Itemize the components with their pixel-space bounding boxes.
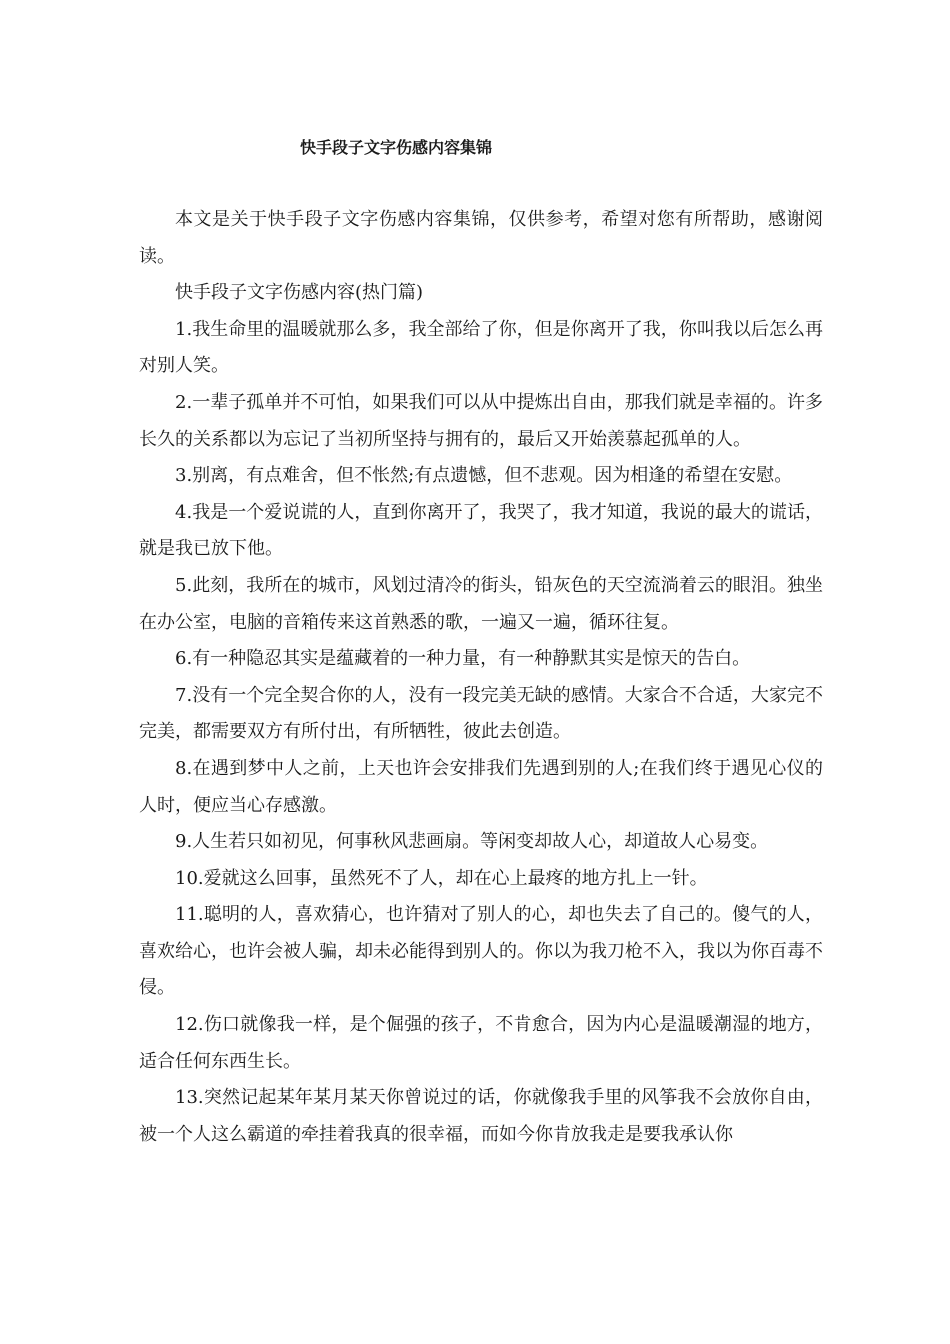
list-item: 3.别离，有点难舍，但不怅然;有点遗憾，但不悲观。因为相逢的希望在安慰。 xyxy=(175,465,793,487)
list-item: 2.一辈子孤单并不可怕，如果我们可以从中提炼出自由，那我们就是幸福的。许多长久的关系都以为忘记了当初所坚持与拥有的，最后又开始羡慕起孤单的人。 xyxy=(139,391,823,450)
list-item: 6.有一种隐忍其实是蕴藏着的一种力量，有一种静默其实是惊天的告白。 xyxy=(175,648,751,670)
list-item: 9.人生若只如初见，何事秋风悲画扇。等闲变却故人心，却道故人心易变。 xyxy=(175,831,769,853)
document-body xyxy=(139,202,823,1153)
list-item: 8.在遇到梦中人之前，上天也许会安排我们先遇到别的人;在我们终于遇见心仪的人时，便应当心存感激。 xyxy=(139,757,823,816)
list-item: 13.突然记起某年某月某天你曾说过的话，你就像我手里的风筝我不会放你自由，被一个人这么霸道的牵挂着我真的很幸福，而如今你肯放我走是要我承认你 xyxy=(139,1087,823,1145)
list-item: 7.没有一个完全契合你的人，没有一段完美无缺的感情。大家合不合适，大家完不完美，都需要双方有所付出，有所牺牲，彼此去创造。 xyxy=(139,684,823,743)
list-item: 1.我生命里的温暖就那么多，我全部给了你，但是你离开了我，你叫我以后怎么再对别人笑。 xyxy=(139,318,823,377)
list-item: 5.此刻，我所在的城市，风划过清冷的街头，铅灰色的天空流淌着云的眼泪。独坐在办公室，电脑的音箱传来这首熟悉的歌，一遍又一遍，循环往复。 xyxy=(139,574,823,633)
list-item: 12.伤口就像我一样，是个倔强的孩子，不肯愈合，因为内心是温暖潮湿的地方，适合任何东西生长。 xyxy=(139,1014,823,1072)
list-item: 11.聪明的人，喜欢猜心，也许猜对了别人的心，却也失去了自己的。傻气的人，喜欢给心，也许会被人骗，却未必能得到别人的。你以为我刀枪不入，我以为你百毒不侵。 xyxy=(139,904,823,999)
document-title: 快手段子文字伤感内容集锦 xyxy=(300,138,493,157)
list-item: 10.爱就这么回事，虽然死不了人，却在心上最疼的地方扎上一针。 xyxy=(175,867,708,889)
intro-paragraph: 本文是关于快手段子文字伤感内容集锦，仅供参考，希望对您有所帮助，感谢阅读。 xyxy=(139,209,823,267)
section-heading: 快手段子文字伤感内容(热门篇) xyxy=(175,282,424,304)
list-item: 4.我是一个爱说谎的人，直到你离开了，我哭了，我才知道，我说的最大的谎话，就是我已放下他。 xyxy=(139,501,823,560)
